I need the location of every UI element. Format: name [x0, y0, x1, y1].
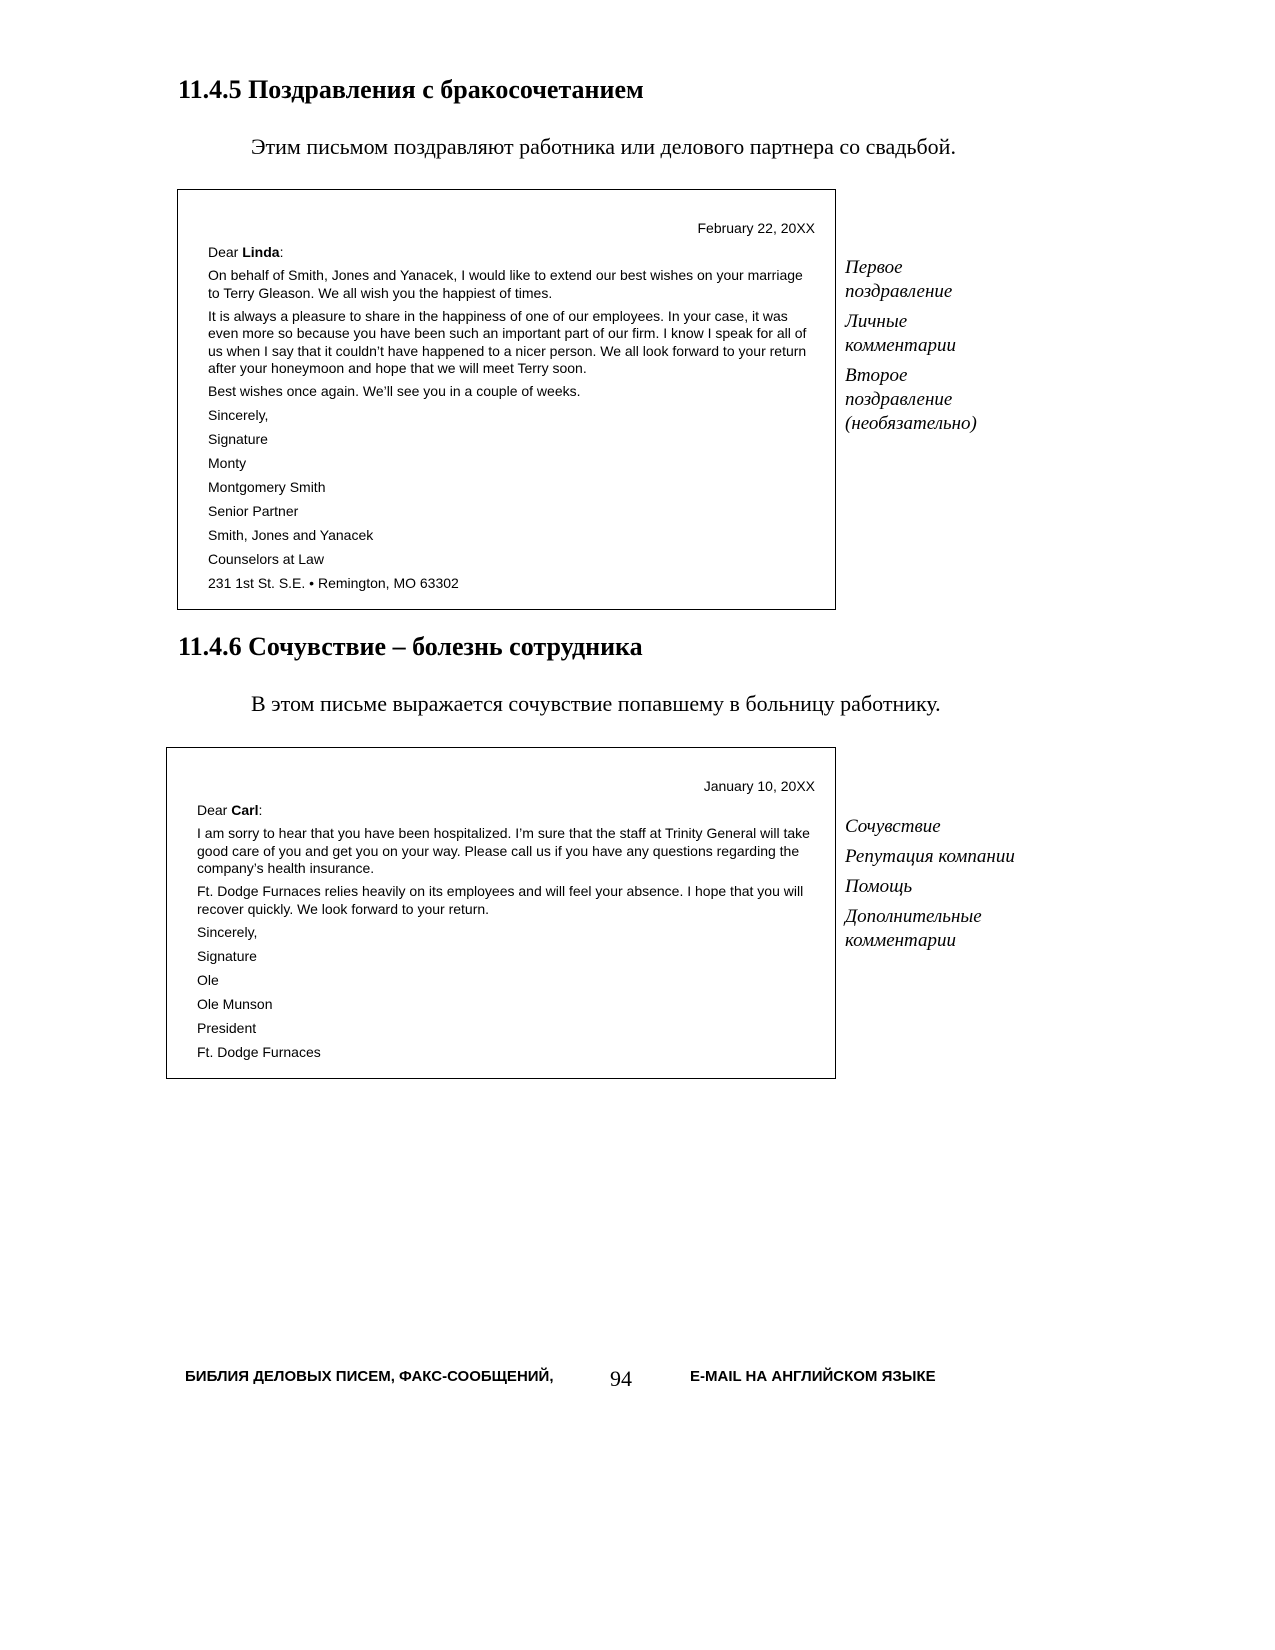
- margin-notes-illness: [845, 815, 1015, 959]
- margin-note: Репутация компании: [845, 846, 1015, 867]
- letter-date: January 10, 20XX: [703, 778, 815, 794]
- salutation-suffix: :: [258, 802, 263, 818]
- margin-note: Дополнительные комментарии: [845, 906, 982, 951]
- letter-paragraph: On behalf of Smith, Jones and Yanacek, I would like to extend our best wishes on your marriage to Terry Gleason. We all wish you the happiest of times.: [208, 267, 803, 301]
- salutation-prefix: Dear: [197, 802, 232, 818]
- letter-salutation: [208, 244, 815, 262]
- margin-note: Второе поздравление (необязательно): [845, 365, 977, 434]
- letter-paragraph: It is always a pleasure to share in the happiness of one of our employees. In your case, it was even more so because you have been such an important part of our firm. I know I speak for all of us when I say that it couldn’t have happened to a nicer person. We all look forward to your return after your honeymoon and hope that we will meet Terry soon.: [208, 307, 807, 376]
- letter-body: [208, 244, 815, 599]
- closing-line: Ole Munson: [197, 996, 273, 1012]
- letter-body: [197, 802, 815, 1068]
- closing-line: Ft. Dodge Furnaces: [197, 1044, 321, 1060]
- letter-date: February 22, 20XX: [697, 220, 815, 236]
- closing-line: Smith, Jones and Yanacek: [208, 526, 374, 543]
- margin-note: Личные комментарии: [845, 311, 957, 356]
- margin-note: Помощь: [845, 876, 913, 897]
- closing-line: Sincerely,: [197, 924, 258, 940]
- margin-notes-wedding: [845, 256, 1005, 442]
- closing-line: Sincerely,: [208, 406, 269, 423]
- letter-salutation: [197, 802, 815, 820]
- letter-box-wedding: [177, 189, 836, 610]
- closing-line: Counselors at Law: [208, 550, 324, 567]
- closing-line: Montgomery Smith: [208, 478, 326, 495]
- margin-note: Сочувствие: [845, 816, 941, 837]
- salutation-suffix: :: [279, 244, 284, 260]
- closing-line: Ole: [197, 972, 219, 988]
- closing-line: President: [197, 1020, 257, 1036]
- footer-left: БИБЛИЯ ДЕЛОВЫХ ПИСЕМ, ФАКС-СООБЩЕНИЙ,: [185, 1368, 554, 1385]
- section-intro-wedding: Этим письмом поздравляют работника или делового партнера со свадьбой.: [251, 134, 956, 159]
- closing-line: Signature: [197, 948, 257, 964]
- closing-line: Monty: [208, 454, 247, 471]
- section-intro-illness: В этом письме выражается сочувствие попавшему в больницу работнику.: [251, 691, 941, 716]
- letter-paragraph: I am sorry to hear that you have been hospitalized. I’m sure that the staff at Trinity General will take good care of you and get you on your way. Please call us if you have any questions regarding the company’s health insurance.: [197, 825, 810, 876]
- letter-paragraph: Ft. Dodge Furnaces relies heavily on its employees and will feel your absence. I hope that you will recover quickly. We look forward to your return.: [197, 883, 804, 917]
- footer-right: E-MAIL НА АНГЛИЙСКОМ ЯЗЫКЕ: [690, 1368, 936, 1385]
- salutation-name: Carl: [231, 802, 259, 818]
- page-number: 94: [610, 1366, 632, 1391]
- section-heading-wedding: 11.4.5 Поздравления с бракосочетанием: [178, 75, 644, 104]
- margin-note: Первое поздравление: [845, 257, 953, 302]
- closing-line: Senior Partner: [208, 502, 299, 519]
- section-heading-illness: 11.4.6 Сочувствие – болезнь сотрудника: [178, 632, 643, 661]
- closing-line: 231 1st St. S.E. • Remington, MO 63302: [208, 574, 459, 591]
- closing-line: Signature: [208, 430, 268, 447]
- salutation-prefix: Dear: [208, 244, 243, 260]
- salutation-name: Linda: [242, 244, 280, 260]
- letter-paragraph: Best wishes once again. We’ll see you in a couple of weeks.: [208, 383, 581, 399]
- letter-box-illness: [166, 747, 836, 1079]
